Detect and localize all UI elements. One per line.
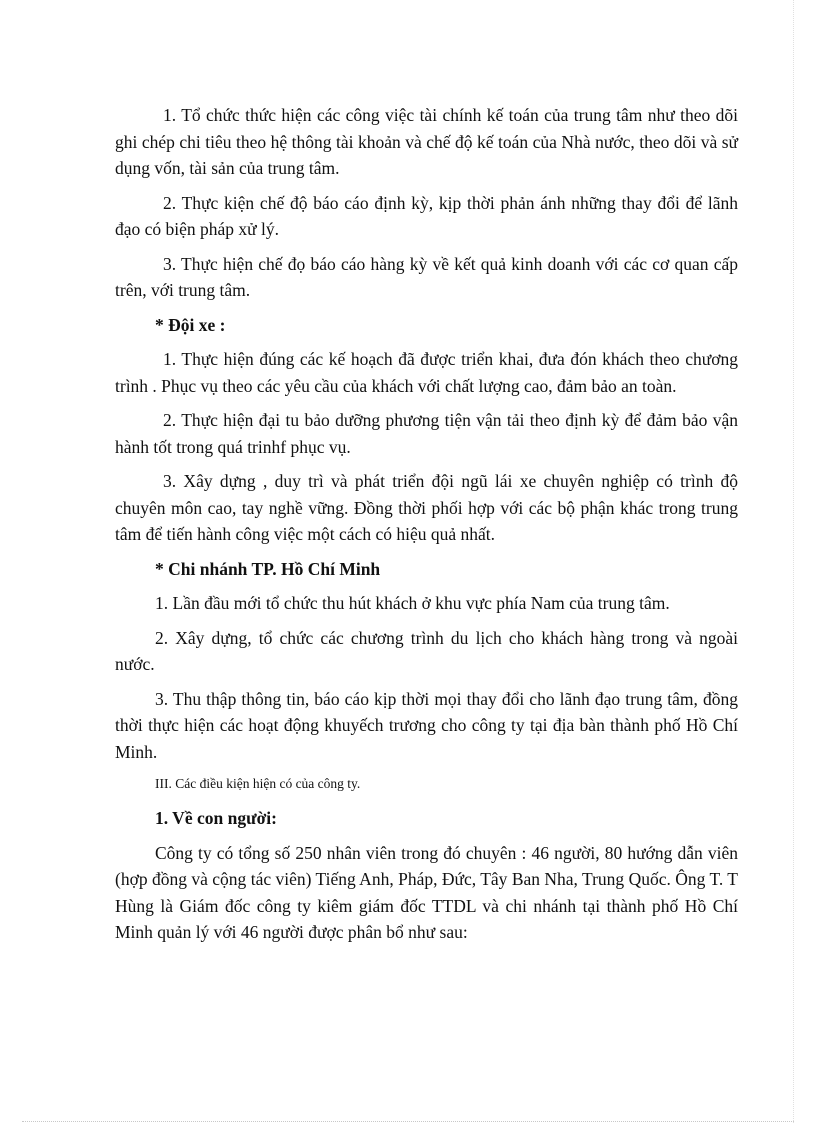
page-bottom-border (22, 1121, 794, 1122)
paragraph-chi-nhanh-1: 1. Lần đầu mới tổ chức thu hút khách ở khu vực phía Nam của trung tâm. (155, 593, 670, 613)
paragraph-finance-2: 2. Thực kiện chế độ báo cáo định kỳ, kịp thời phản ánh những thay đổi để lãnh đạo có biện pháp xử lý. (115, 192, 738, 239)
paragraph-chi-nhanh-3: 3. Thu thập thông tin, báo cáo kịp thời mọi thay đổi cho lãnh đạo trung tâm, đồng thời thực hiện các hoạt động khuyếch trương cho công ty tại địa bàn thành phố Hồ Chí Minh. (115, 688, 738, 762)
heading-chi-nhanh: * Chi nhánh TP. Hồ Chí Minh (155, 558, 381, 579)
paragraph-finance-1: 1. Tổ chức thức hiện các công việc tài chính kế toán của trung tâm như theo dõi ghi chép chi tiêu theo hệ thông tài khoản và chế độ kế toán của Nhà nước, theo dõi và sử dụng vốn, tài sản của trung tâm. (115, 105, 738, 178)
paragraph-staff: Công ty có tổng số 250 nhân viên trong đó chuyên : 46 người, 80 hướng dẫn viên (hợp đồng và cộng tác viên) Tiếng Anh, Pháp, Đức, Tây Ban Nha, Trung Quốc. Ông T. T Hùng là Giám đốc công ty kiêm giám đốc TTDL và chi nhánh tại thành phố Hồ Chí Minh quản lý với 46 người được phân bổ như sau: (115, 842, 738, 942)
heading-ve-con-nguoi: 1. Về con người: (155, 808, 277, 828)
page-margin-guide (793, 0, 794, 1123)
paragraph-finance-3: 3. Thực hiện chế đọ báo cáo hàng kỳ về kết quả kinh doanh với các cơ quan cấp trên, với trung tâm. (115, 253, 738, 300)
heading-doi-xe: * Đội xe : (155, 314, 226, 335)
paragraph-doi-xe-1: 1. Thực hiện đúng các kế hoạch đã được triển khai, đưa đón khách theo chương trình . Phục vụ theo các yêu cầu của khách với chất lượng cao, đảm bảo an toàn. (115, 349, 738, 396)
paragraph-doi-xe-2: 2. Thực hiện đại tu bảo dưỡng phương tiện vận tải theo định kỳ để đảm bảo vận hành tốt trong quá trinhf phục vụ. (115, 410, 738, 457)
paragraph-chi-nhanh-2: 2. Xây dựng, tổ chức các chương trình du lịch cho khách hàng trong và ngoài nước. (115, 627, 738, 674)
paragraph-doi-xe-3: 3. Xây dựng , duy trì và phát triển đội ngũ lái xe chuyên nghiệp có trình độ chuyên môn cao, tay nghề vững. Đồng thời phối hợp với các bộ phận khác trong trung tâm để tiến hành công việc một cách có hiệu quả nhất. (115, 471, 738, 544)
section-heading-iii: III. Các điều kiện hiện có của công ty. (155, 776, 361, 791)
document-body (115, 102, 738, 954)
